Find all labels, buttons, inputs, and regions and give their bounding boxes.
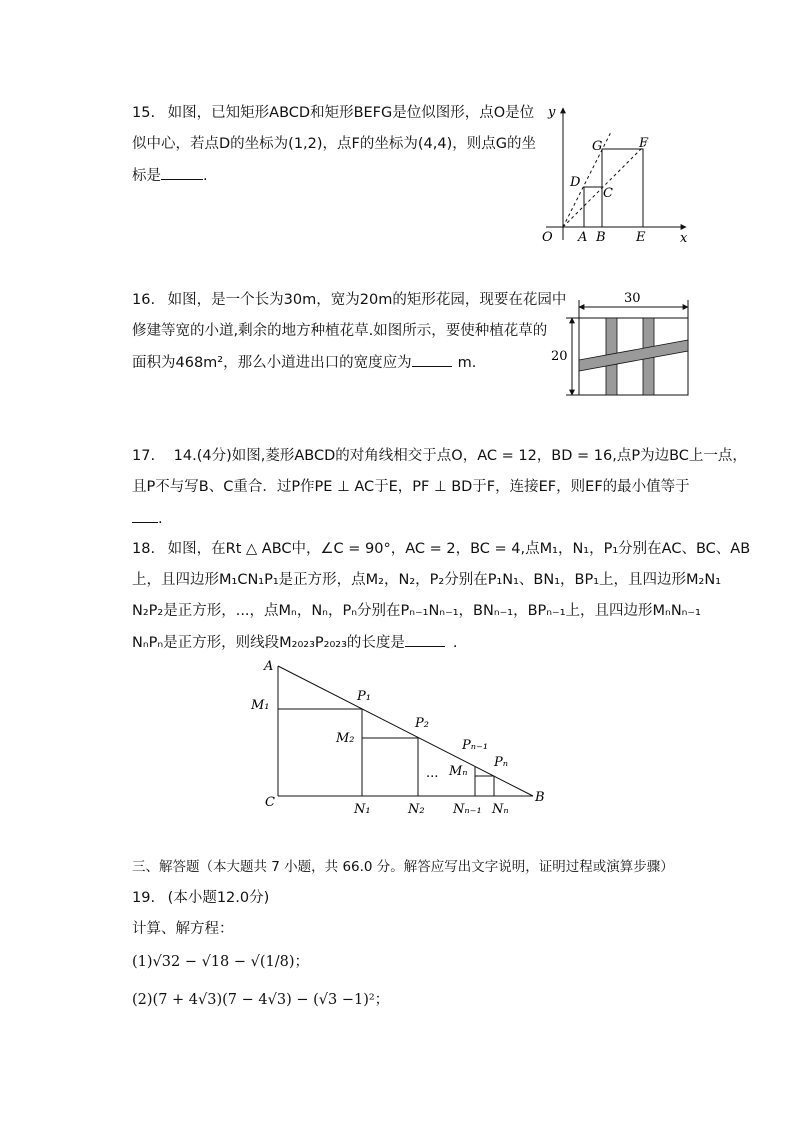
q16-answer-blank — [412, 352, 452, 367]
q18-square-2 — [362, 738, 418, 796]
q18-line4-pre: NₙPₙ是正方形，则线段M₂₀₂₃P₂₀₂₃的长度是 — [132, 635, 405, 651]
q18-label-n2: N₂ — [408, 802, 425, 817]
q16-figure — [548, 288, 694, 400]
q16-line3 — [132, 352, 476, 373]
q17-text-line1: 14.(4分)如图,菱形ABCD的对角线相交于点O，AC = 12，BD = 16,点P为边BC上一点， — [173, 448, 747, 464]
q15-label-y: y — [548, 105, 556, 120]
q15-label-f: F — [639, 136, 649, 151]
q15-answer-blank — [161, 165, 203, 180]
q15-line3-post: . — [203, 168, 208, 184]
q15-label-g: G — [592, 139, 603, 154]
q19-header — [132, 888, 269, 908]
q16-line2: 修建等宽的小道,剩余的地方种植花草.如图所示，要使种植花草的 — [132, 323, 548, 339]
q18-label-c: C — [265, 795, 275, 810]
q18-label-a: A — [264, 659, 274, 674]
q18-figure — [250, 656, 550, 824]
q15-line2: 似中心，若点D的坐标为(1,2)，点F的坐标为(4,4)，则点G的坐 — [132, 136, 536, 152]
q19-number: 19. — [132, 890, 156, 906]
q15-line1 — [132, 103, 534, 123]
q18-label-m2: M₂ — [336, 731, 355, 746]
q17-answer-blank — [132, 508, 158, 523]
q19-points: (本小题12.0分) — [167, 890, 270, 906]
q15-number: 15. — [132, 105, 156, 121]
q17-line2: 且P不与写B、C重合．过P作PE ⊥ AC于E，PF ⊥ BD于F，连接EF，则EF的最小值等于 — [132, 479, 690, 495]
q15-label-d: D — [570, 175, 581, 190]
q16-line1 — [132, 290, 566, 310]
q16-label-width: 30 — [624, 291, 641, 306]
q18-line4 — [132, 632, 458, 653]
section3-heading: 三、解答题（本大题共 7 小题，共 66.0 分。解答应写出文字说明，证明过程或演算步骤） — [132, 859, 674, 875]
q18-text-line1: 如图，在Rt △ ABC中，∠C = 90°，AC = 2，BC = 4,点M₁，N₁，P₁分别在AC、BC、AB — [167, 541, 751, 557]
q18-square-1 — [278, 709, 362, 796]
q15-label-o: O — [542, 230, 553, 245]
q17-number: 17. — [132, 448, 156, 464]
q15-line3 — [132, 165, 208, 186]
q18-label-nn: Nₙ — [492, 802, 509, 817]
q18-line1 — [132, 539, 750, 559]
q18-line2: 上，且四边形M₁CN₁P₁是正方形，点M₂，N₂，P₂分别在P₁N₁、BN₁，BP₁上，且四边形M₂N₁ — [132, 572, 722, 588]
q17-line3-post: . — [158, 511, 163, 527]
q16-number: 16. — [132, 292, 156, 308]
q16-line3-post: m. — [457, 355, 477, 371]
q18-side-ab — [278, 666, 533, 796]
q16-label-height: 20 — [551, 349, 568, 364]
q15-label-x: x — [680, 231, 688, 246]
q15-label-c: C — [603, 186, 613, 201]
q18-line4-post: . — [452, 635, 458, 651]
q18-label-p1: P₁ — [357, 689, 371, 704]
q18-label-m1: M₁ — [251, 698, 270, 713]
q18-number: 18. — [132, 541, 156, 557]
q18-label-mn: Mₙ — [449, 764, 468, 779]
q19-instruction: 计算、解方程： — [132, 921, 234, 937]
q18-label-dots: ... — [426, 766, 439, 781]
q17-line3 — [132, 508, 163, 529]
q18-answer-blank — [405, 632, 445, 647]
q19-item2: (2)(7 + 4√3)(7 − 4√3) − (√3 −1)²； — [132, 992, 390, 1008]
q15-figure — [536, 100, 696, 250]
q18-label-nn1: Nₙ₋₁ — [453, 802, 482, 817]
q18-label-pn: Pₙ — [494, 755, 509, 770]
q15-label-a: A — [578, 230, 588, 245]
q18-label-n1: N₁ — [354, 802, 371, 817]
q17-line1 — [132, 446, 747, 466]
q18-label-pn1: Pₙ₋₁ — [462, 738, 489, 753]
q15-label-b: B — [596, 230, 606, 245]
q18-label-b: B — [535, 790, 545, 805]
q16-line3-pre: 面积为468m²，那么小道进出口的宽度应为 — [132, 355, 412, 371]
q15-text-line1: 如图，已知矩形ABCD和矩形BEFG是位似图形，点O是位 — [167, 105, 535, 121]
q18-line3: N₂P₂是正方形，...，点Mₙ，Nₙ，Pₙ分别在Pₙ₋₁Nₙ₋₁，BNₙ₋₁，BPₙ₋₁上，且四边形MₙNₙ₋₁ — [132, 603, 701, 619]
q16-text-line1: 如图，是一个长为30m，宽为20m的矩形花园，现要在花园中 — [167, 292, 567, 308]
q19-item1: (1)√32 − √18 − √(1/8)； — [132, 954, 310, 970]
q15-rect-abcd — [584, 187, 602, 227]
q15-line3-pre: 标是 — [132, 168, 161, 184]
q18-square-n — [475, 776, 494, 796]
q15-label-e: E — [636, 230, 646, 245]
q18-label-p2: P₂ — [415, 716, 429, 731]
